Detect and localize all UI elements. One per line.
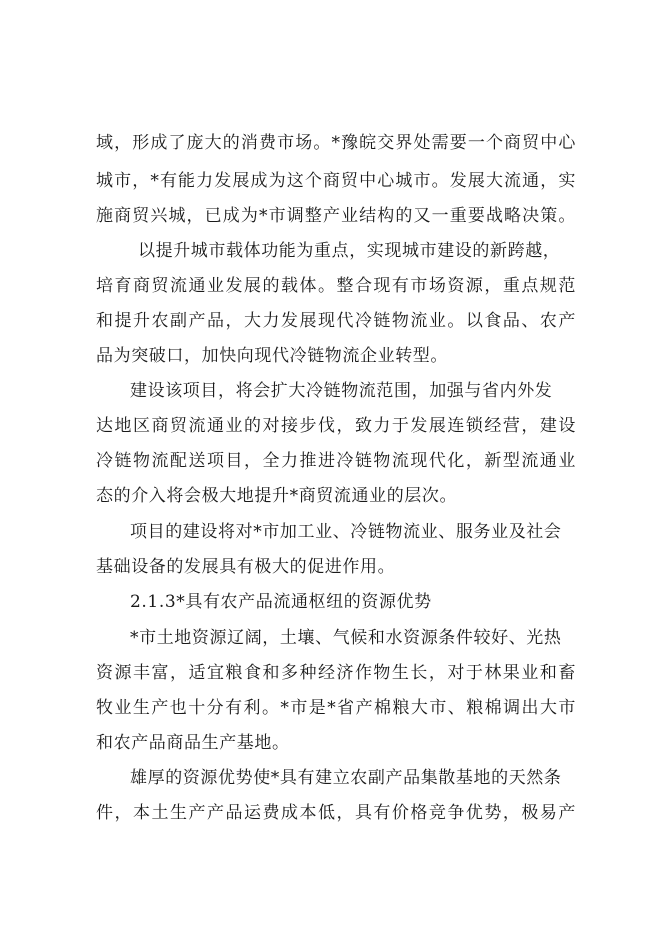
text-line: 城市，*有能力发展成为这个商贸中心城市。发展大流通，实 — [96, 171, 576, 191]
text-line: 和提升农副产品，大力发展现代冷链物流业。以食品、农产 — [96, 311, 576, 331]
text-line: 资源丰富，适宜粮食和多种经济作物生长，对于林果业和畜 — [96, 663, 576, 683]
text-line: 培育商贸流通业发展的载体。整合现有市场资源，重点规范 — [96, 276, 576, 296]
text-line: 和农产品商品生产基地。 — [96, 733, 290, 753]
text-line: 以提升城市载体功能为重点，实现城市建设的新跨越， — [138, 241, 561, 261]
text-line: 品为突破口，加快向现代冷链物流企业转型。 — [96, 346, 448, 366]
text-line: 件，本土生产产品运费成本低，具有价格竞争优势，极易产 — [96, 803, 576, 823]
text-line: 态的介入将会极大地提升*商贸流通业的层次。 — [96, 486, 458, 506]
text-line: 施商贸兴城，已成为*市调整产业结构的又一重要战略决策。 — [96, 206, 576, 226]
text-line: 项目的建设将对*市加工业、冷链物流业、服务业及社会 — [130, 522, 562, 542]
text-line: 达地区商贸流通业的对接步伐，致力于发展连锁经营，建设 — [96, 416, 576, 436]
text-line: 基础设备的发展具有极大的促进作用。 — [96, 557, 396, 577]
text-line: 域，形成了庞大的消费市场。*豫皖交界处需要一个商贸中心 — [96, 133, 576, 153]
text-line: 建设该项目，将会扩大冷链物流范围，加强与省内外发 — [130, 381, 553, 401]
text-line: 冷链物流配送项目，全力推进冷链物流现代化，新型流通业 — [96, 451, 576, 471]
section-heading: 2.1.3*具有农产品流通枢纽的资源优势 — [130, 592, 432, 612]
text-line: 牧业生产也十分有利。*市是*省产棉粮大市、粮棉调出大市 — [96, 698, 576, 718]
text-line: 雄厚的资源优势使*具有建立农副产品集散基地的天然条 — [130, 768, 562, 788]
text-line: *市土地资源辽阔，土壤、气候和水资源条件较好、光热 — [130, 628, 562, 648]
